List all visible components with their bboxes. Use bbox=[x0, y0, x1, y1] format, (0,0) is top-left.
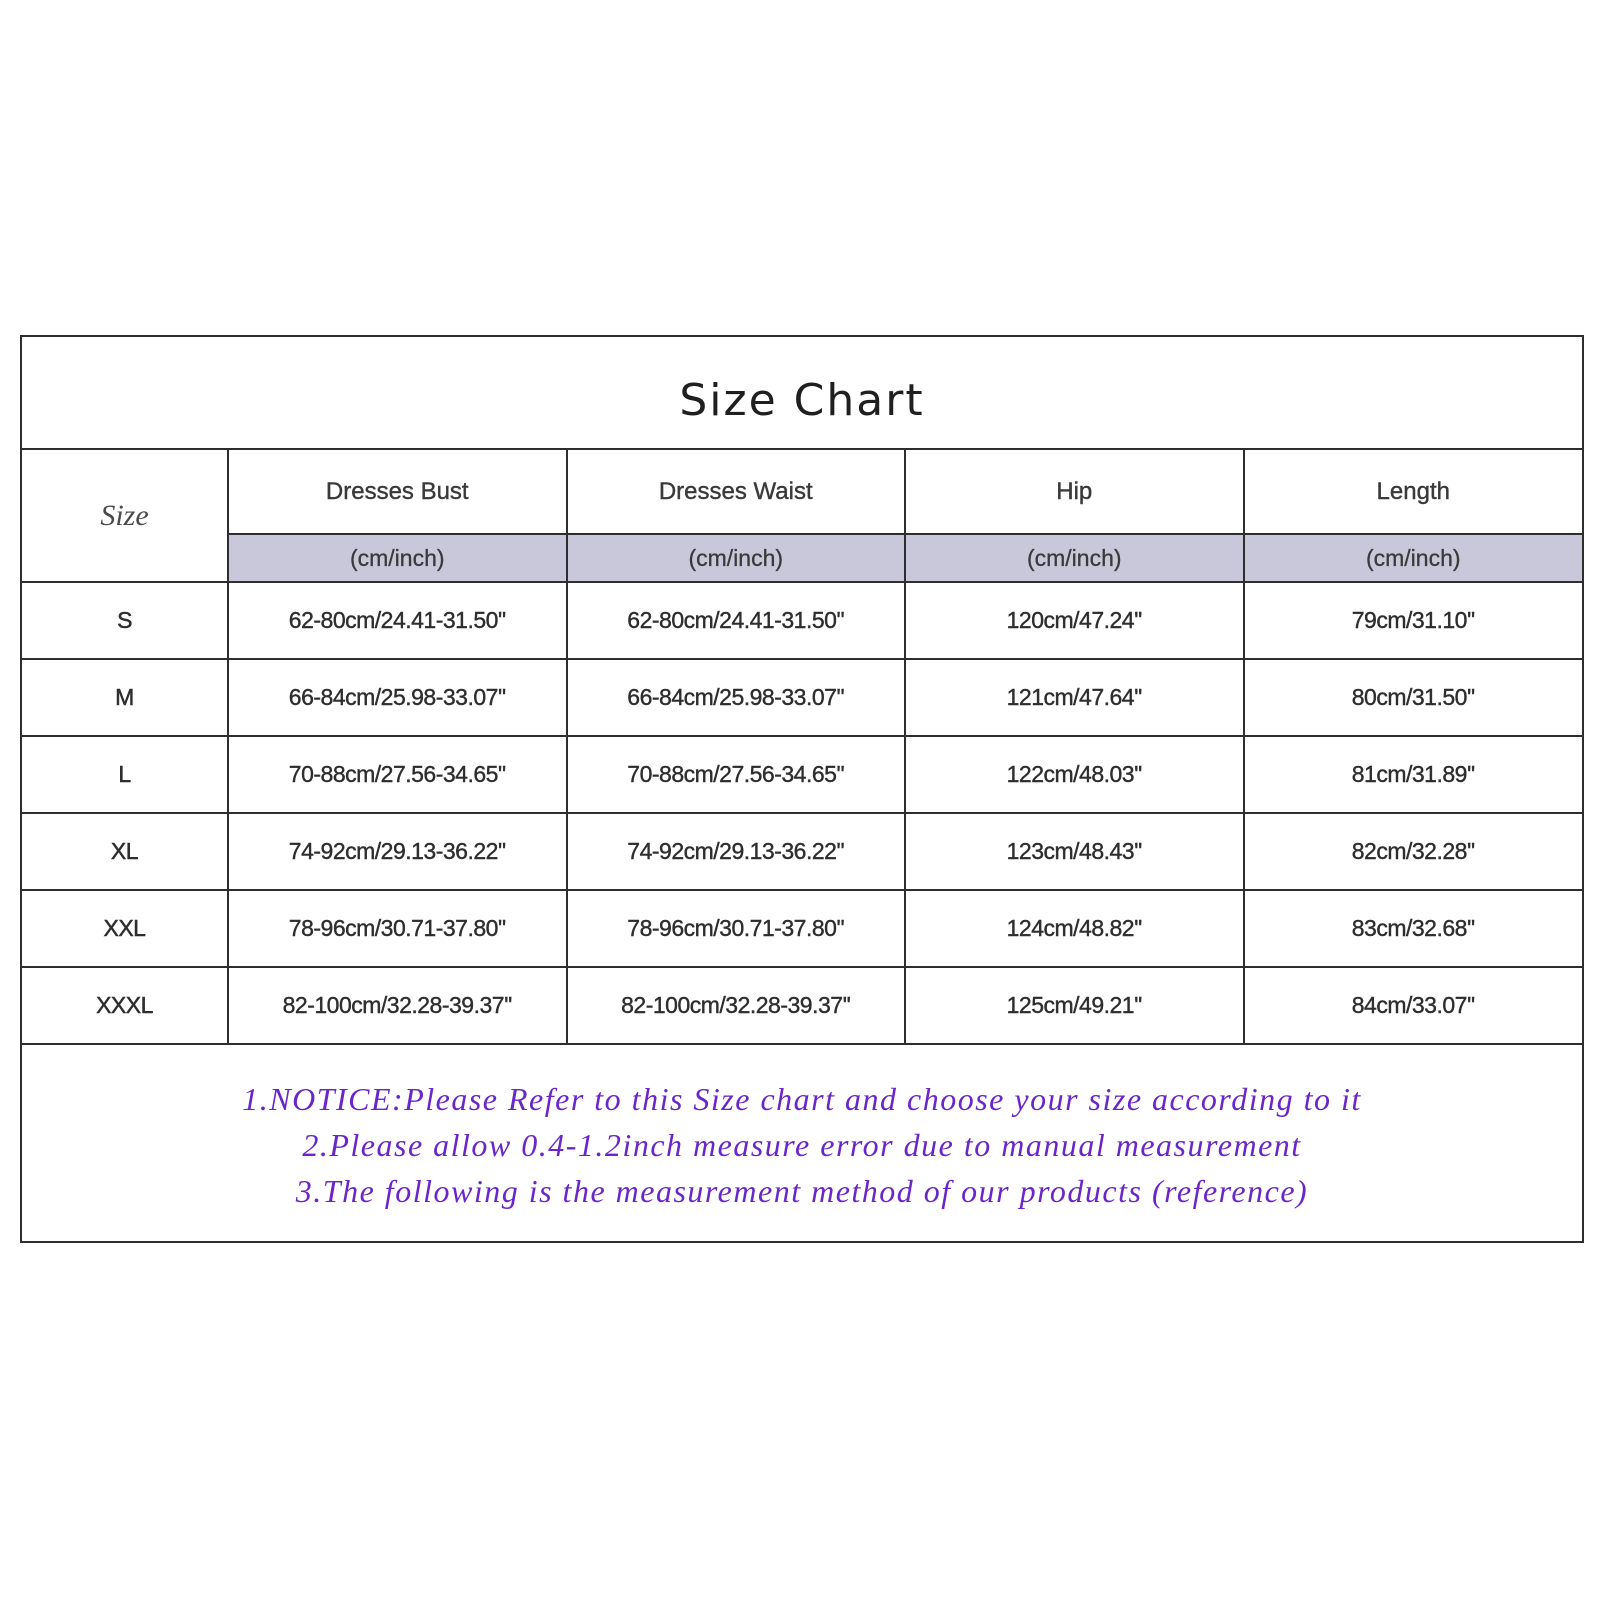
hip-cell: 123cm/48.43'' bbox=[905, 813, 1244, 890]
table-row bbox=[22, 582, 1582, 659]
bust-cell: 78-96cm/30.71-37.80'' bbox=[228, 890, 567, 967]
waist-cell: 66-84cm/25.98-33.07'' bbox=[567, 659, 906, 736]
size-label: XXXL bbox=[22, 967, 228, 1044]
length-cell: 81cm/31.89'' bbox=[1244, 736, 1583, 813]
length-cell: 79cm/31.10'' bbox=[1244, 582, 1583, 659]
size-label: M bbox=[22, 659, 228, 736]
size-label: L bbox=[22, 736, 228, 813]
note-3: 3.The following is the measurement method of our products (reference) bbox=[295, 1172, 1309, 1209]
waist-cell: 82-100cm/32.28-39.37'' bbox=[567, 967, 906, 1044]
table-row bbox=[22, 736, 1582, 813]
size-table bbox=[22, 450, 1582, 1045]
length-cell: 80cm/31.50'' bbox=[1244, 659, 1583, 736]
waist-cell: 70-88cm/27.56-34.65'' bbox=[567, 736, 906, 813]
hip-cell: 125cm/49.21'' bbox=[905, 967, 1244, 1044]
unit-label-bust: (cm/inch) bbox=[228, 534, 567, 582]
bust-cell: 74-92cm/29.13-36.22'' bbox=[228, 813, 567, 890]
table-row bbox=[22, 967, 1582, 1044]
hip-cell: 120cm/47.24'' bbox=[905, 582, 1244, 659]
unit-label-waist: (cm/inch) bbox=[567, 534, 906, 582]
table-row bbox=[22, 659, 1582, 736]
table-row bbox=[22, 813, 1582, 890]
length-cell: 84cm/33.07'' bbox=[1244, 967, 1583, 1044]
unit-label-hip: (cm/inch) bbox=[905, 534, 1244, 582]
title-row bbox=[22, 337, 1582, 450]
header-row bbox=[22, 450, 1582, 534]
size-label: XXL bbox=[22, 890, 228, 967]
column-header-waist: Dresses Waist bbox=[567, 450, 906, 534]
size-label: S bbox=[22, 582, 228, 659]
chart-title: Size Chart bbox=[679, 375, 925, 426]
column-header-bust: Dresses Bust bbox=[228, 450, 567, 534]
bust-cell: 62-80cm/24.41-31.50'' bbox=[228, 582, 567, 659]
column-header-hip: Hip bbox=[905, 450, 1244, 534]
hip-cell: 121cm/47.64'' bbox=[905, 659, 1244, 736]
waist-cell: 62-80cm/24.41-31.50'' bbox=[567, 582, 906, 659]
unit-label-length: (cm/inch) bbox=[1244, 534, 1583, 582]
size-label: XL bbox=[22, 813, 228, 890]
length-cell: 83cm/32.68'' bbox=[1244, 890, 1583, 967]
column-header-length: Length bbox=[1244, 450, 1583, 534]
note-1: 1.NOTICE:Please Refer to this Size chart and choose your size according to it bbox=[242, 1080, 1362, 1117]
table-row bbox=[22, 890, 1582, 967]
waist-cell: 78-96cm/30.71-37.80'' bbox=[567, 890, 906, 967]
note-2: 2.Please allow 0.4-1.2inch measure error due to manual measurement bbox=[302, 1126, 1302, 1163]
bust-cell: 70-88cm/27.56-34.65'' bbox=[228, 736, 567, 813]
unit-row bbox=[22, 534, 1582, 582]
hip-cell: 122cm/48.03'' bbox=[905, 736, 1244, 813]
hip-cell: 124cm/48.82'' bbox=[905, 890, 1244, 967]
waist-cell: 74-92cm/29.13-36.22'' bbox=[567, 813, 906, 890]
bust-cell: 82-100cm/32.28-39.37'' bbox=[228, 967, 567, 1044]
notes-section bbox=[22, 1048, 1582, 1241]
length-cell: 82cm/32.28'' bbox=[1244, 813, 1583, 890]
size-chart bbox=[20, 335, 1584, 1243]
bust-cell: 66-84cm/25.98-33.07'' bbox=[228, 659, 567, 736]
size-column-header: Size bbox=[22, 450, 228, 582]
